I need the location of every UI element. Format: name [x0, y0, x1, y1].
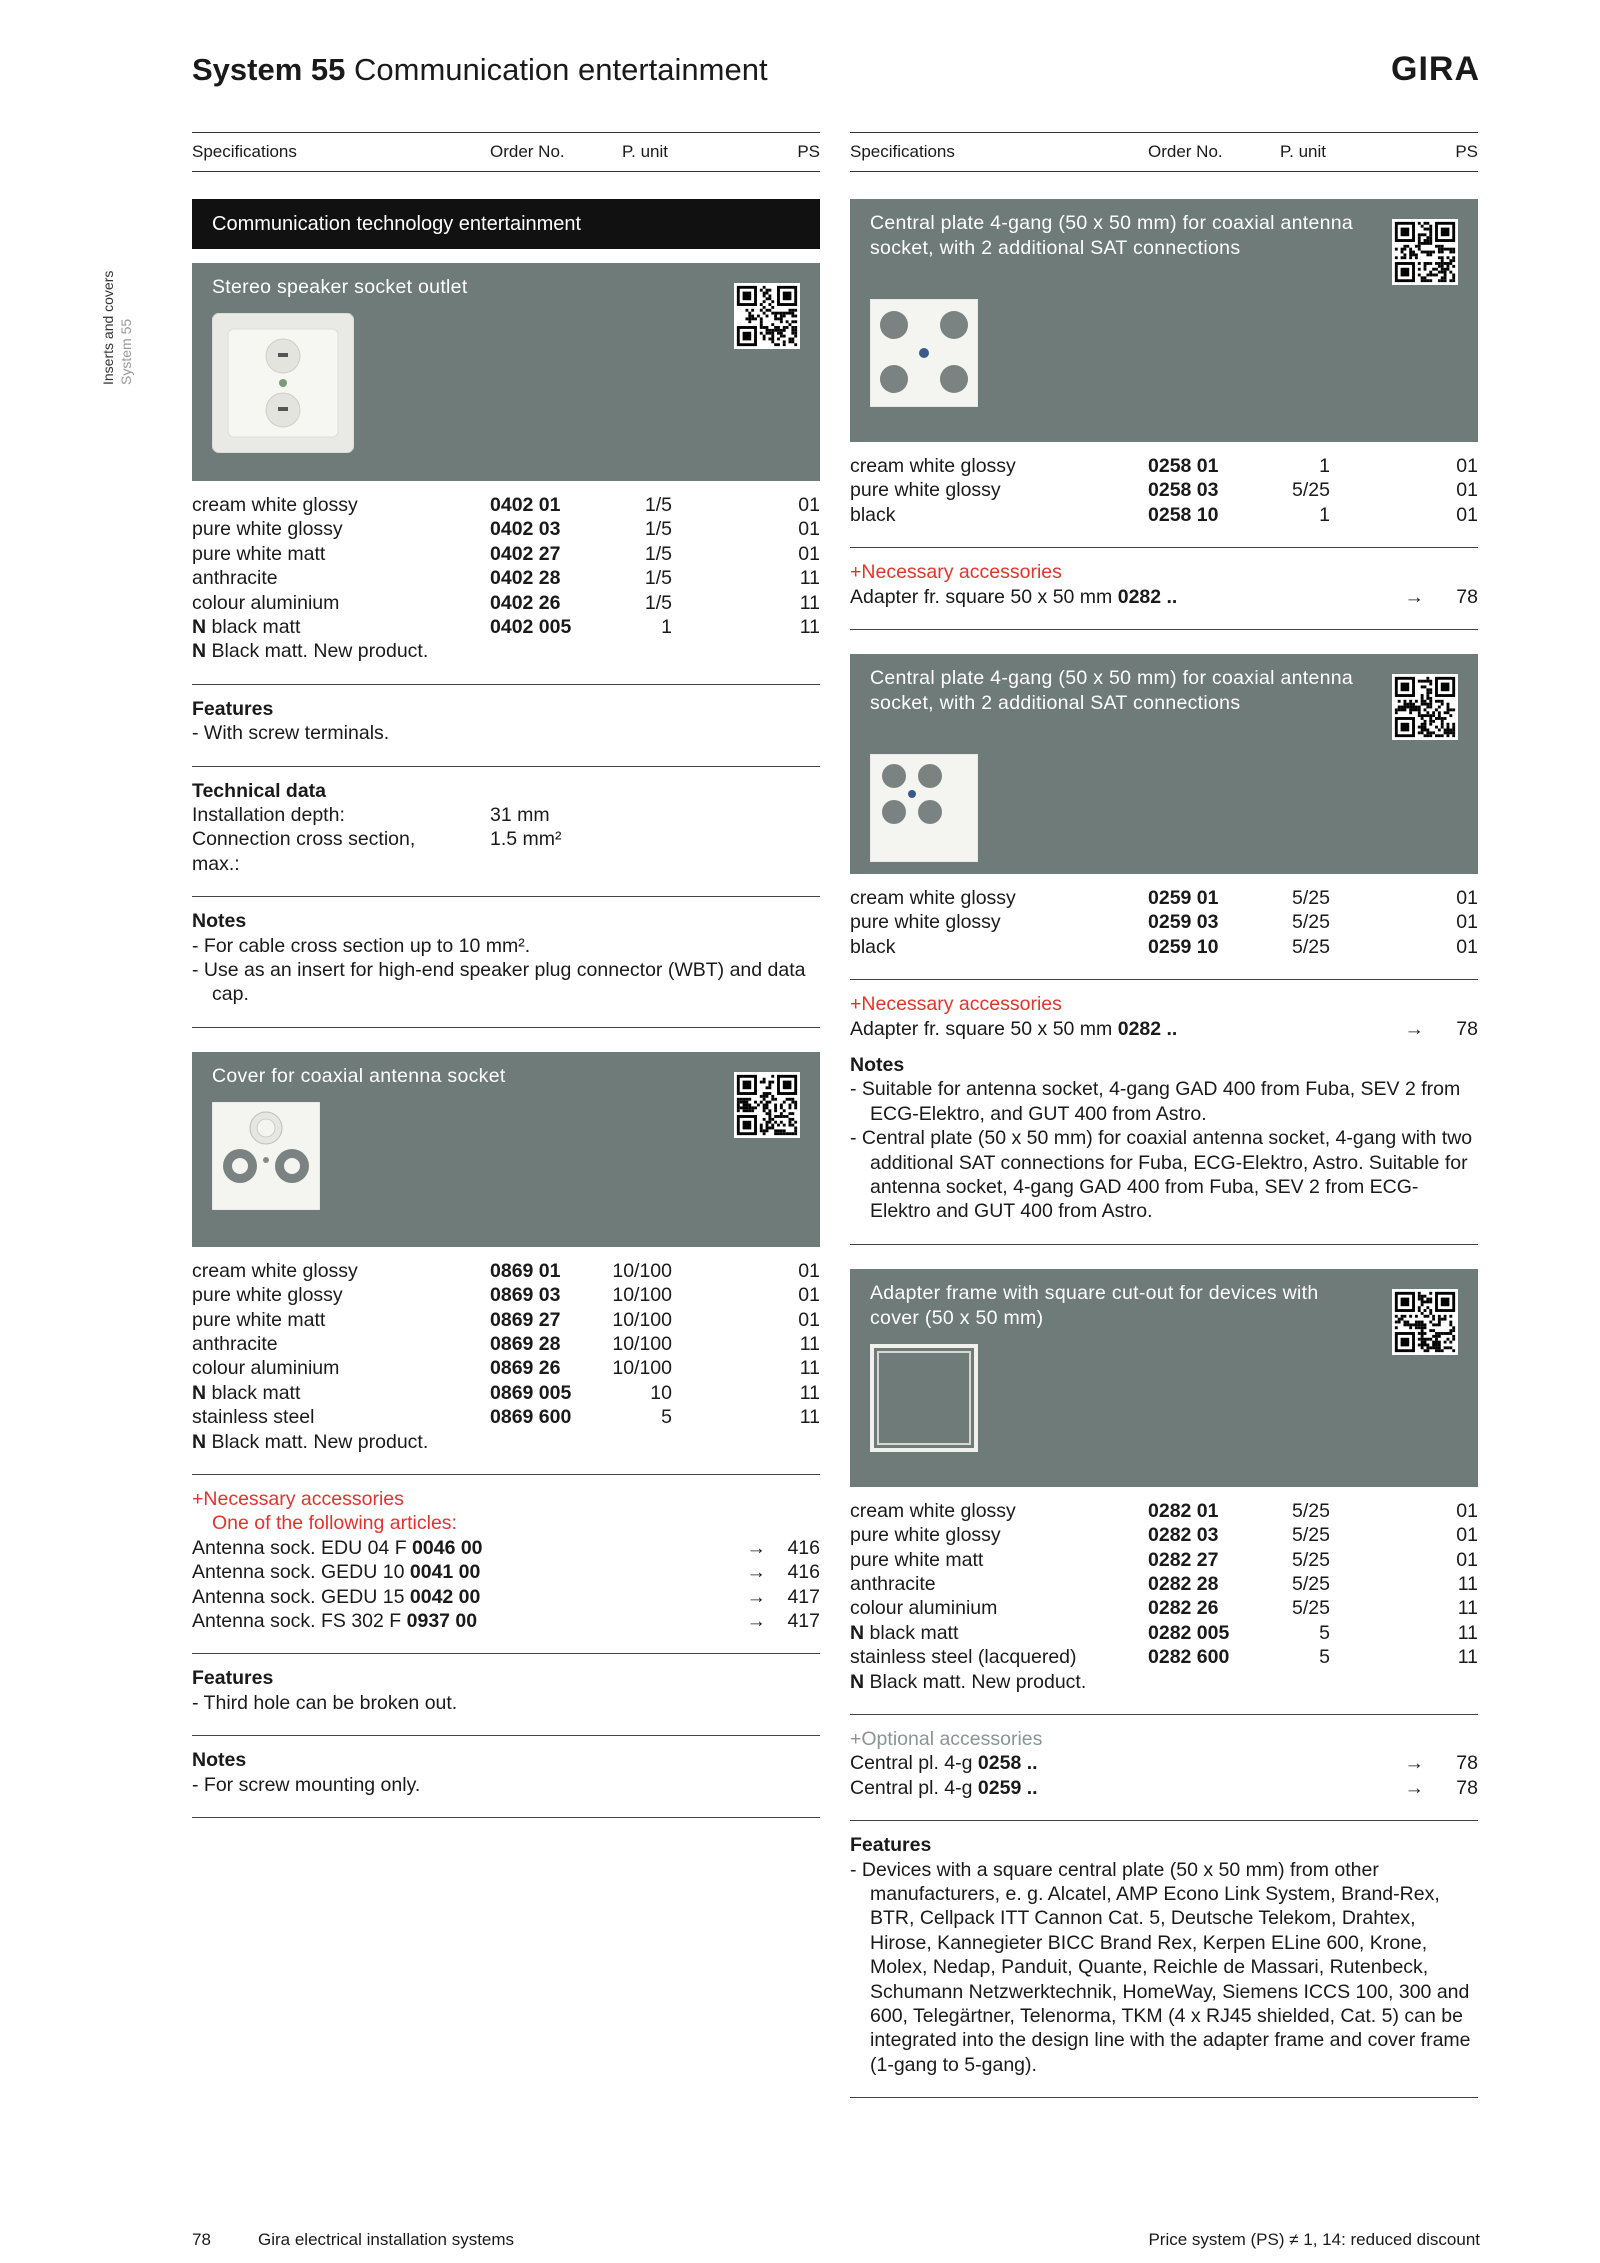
- adapter-order-table: [850, 1499, 1478, 1670]
- arrow-right-icon: →: [1404, 1776, 1424, 1799]
- speaker-notes: [192, 909, 820, 1007]
- plate2-accessories: [850, 992, 1478, 1041]
- plate1-accessories: [850, 560, 1478, 609]
- table-row: N black matt 0869 005 10 11: [192, 1381, 820, 1404]
- page-title: [192, 52, 768, 88]
- table-row: pure white matt 0869 27 10/100 01: [192, 1308, 820, 1331]
- plus-icon: +: [850, 993, 862, 1016]
- accessory-item: Central pl. 4-g 0259 .. → 78: [850, 1776, 1478, 1799]
- accessories-heading: +Necessary accessories: [850, 561, 1062, 584]
- accessory-item: Adapter fr. square 50 x 50 mm 0282 .. → 78: [850, 1017, 1478, 1040]
- note-item: - For screw mounting only.: [192, 1773, 421, 1796]
- product-panel-adapter-frame: [850, 1269, 1478, 1487]
- footer-page-number: 78: [192, 2230, 211, 2249]
- panel-title: Central plate 4-gang (50 x 50 mm) for coaxial antenna socket, with 2 additional SAT connections: [870, 666, 1354, 714]
- accessory-item: Adapter fr. square 50 x 50 mm 0282 .. → 78: [850, 585, 1478, 608]
- panel-title: Stereo speaker socket outlet: [212, 276, 468, 298]
- speaker-features: [192, 697, 820, 746]
- feature-item: - Devices with a square central plate (50 x 50 mm) from other manufacturers, e. g. Alcatel, AMP Econo Link System, Brand-Rex, BTR, Cellpack ITT Cannon Cat. 5, Deutsche Telekom, Drahtex, Hirose, Kannegieter BICC Brand Rex, Kerpen ELine 600, Krone, Molex, Nedap, Panduit, Quante, Reichle de Massari, Rutenbeck, Schumann Netzwerktechnik, HomeWay, Siemens ICCS 100, 300 and 600, Telegärtner, Telenorma, TKM (4 x RJ45 shielded, Cat. 5) can be integrated into the design line with the adapter frame and cover frame (1-gang to 5-gang).: [850, 1858, 1471, 2076]
- feature-item: - With screw terminals.: [192, 722, 390, 745]
- tech-heading: Technical data: [192, 779, 327, 802]
- table-row: cream white glossy 0258 01 1 01: [850, 455, 1478, 477]
- accessories-heading: +Necessary accessories: [850, 993, 1062, 1016]
- col-order: Order No.: [490, 142, 565, 161]
- qr-code-icon: [1392, 219, 1458, 285]
- table-row: pure white glossy 0259 03 5/25 01: [850, 911, 1478, 934]
- table-row: pure white glossy 0282 03 5/25 01: [850, 1524, 1478, 1547]
- speaker-tech-data: Technical data Installation depth: 31 mm Connection cross section, 1.5 mm² max.:: [192, 779, 820, 877]
- plus-icon: +: [850, 561, 862, 584]
- footer-title: Gira electrical installation systems: [258, 2230, 515, 2249]
- brand-logo: GIRA: [1391, 50, 1480, 88]
- arrow-right-icon: →: [1404, 585, 1424, 608]
- panel-title: Central plate 4-gang (50 x 50 mm) for coaxial antenna socket, with 2 additional SAT connections: [870, 212, 1354, 259]
- table-row: cream white glossy 0869 01 10/100 01: [192, 1259, 820, 1282]
- qr-code-icon: [734, 283, 800, 349]
- panel-title: Cover for coaxial antenna socket: [212, 1064, 506, 1087]
- table-row: colour aluminium 0402 26 1/5 11: [192, 591, 820, 614]
- table-row: colour aluminium 0869 26 10/100 11: [192, 1357, 820, 1380]
- section-bar: Communication technology entertainment: [192, 199, 820, 249]
- features-heading: Features: [850, 1834, 932, 1857]
- plate2-order-table: [850, 886, 1478, 959]
- adapter-frame-image: [870, 1344, 978, 1457]
- table-row: pure white matt 0282 27 5/25 01: [850, 1548, 1478, 1571]
- accessory-item: Antenna sock. EDU 04 F 0046 00 → 416: [192, 1536, 820, 1559]
- side-label-line1: Inserts and covers: [100, 270, 116, 385]
- central-plate-image: [870, 754, 978, 867]
- features-heading: Features: [192, 697, 274, 720]
- central-plate-image: [870, 299, 978, 412]
- col-spec: Specifications: [192, 142, 297, 161]
- plate2-notes: [850, 1053, 1478, 1224]
- accessory-item: Central pl. 4-g 0258 .. → 78: [850, 1752, 1478, 1775]
- table-row: anthracite 0282 28 5/25 11: [850, 1572, 1478, 1595]
- accessory-item: Antenna sock. GEDU 10 0041 00 → 416: [192, 1561, 820, 1584]
- table-row: pure white matt 0402 27 1/5 01: [192, 542, 820, 565]
- product-panel-speaker: [192, 263, 820, 481]
- right-column: [850, 132, 1478, 2098]
- qr-code-icon: [734, 1072, 800, 1138]
- panel-title: Adapter frame with square cut-out for devices with cover (50 x 50 mm): [870, 1281, 1319, 1329]
- feature-item: - Third hole can be broken out.: [192, 1691, 458, 1714]
- coax-cover-image: [212, 1102, 320, 1215]
- page-title-text: Communication entertainment: [354, 52, 768, 87]
- accessories-subheading: One of the following articles:: [212, 1512, 457, 1535]
- column-header: [850, 132, 1478, 172]
- table-row: anthracite 0869 28 10/100 11: [192, 1332, 820, 1355]
- note-item: - For cable cross section up to 10 mm².: [192, 934, 531, 957]
- adapter-features: [850, 1833, 1478, 2077]
- left-column: [192, 132, 820, 1818]
- col-unit: P. unit: [1280, 142, 1327, 161]
- note-item: - Central plate (50 x 50 mm) for coaxial antenna socket, 4-gang with two additional SAT connections for Fuba, ECG-Elektro, Astro. Suitable for antenna socket, 4-gang GAD 400 from Fuba, SEV 2 from ECG-Elektro and GUT 400 from Astro.: [850, 1127, 1473, 1223]
- adapter-accessories: [850, 1727, 1478, 1800]
- qr-code-icon: [1392, 1289, 1458, 1355]
- speaker-new-note: N Black matt. New product.: [192, 640, 429, 663]
- notes-heading: Notes: [192, 910, 247, 933]
- plus-icon: +: [850, 1727, 862, 1750]
- note-item: - Suitable for antenna socket, 4-gang GAD 400 from Fuba, SEV 2 from ECG-Elektro, and GUT 400 from Astro.: [850, 1078, 1461, 1125]
- product-panel-coax-cover: [192, 1052, 820, 1247]
- notes-heading: Notes: [192, 1749, 247, 1772]
- notes-heading: Notes: [850, 1053, 905, 1076]
- accessories-heading: +Optional accessories: [850, 1727, 1043, 1750]
- accessory-item: Antenna sock. FS 302 F 0937 00 → 417: [192, 1609, 820, 1632]
- table-row: black 0258 10 1 01: [850, 503, 1478, 526]
- product-panel-central-plate-0258: [850, 199, 1478, 442]
- coax-features: [192, 1666, 820, 1715]
- table-row: cream white glossy 0282 01 5/25 01: [850, 1499, 1478, 1522]
- table-row: stainless steel (lacquered) 0282 600 5 11: [850, 1646, 1478, 1669]
- features-heading: Features: [192, 1667, 274, 1690]
- col-spec: Specifications: [850, 142, 955, 161]
- coax-order-table: [192, 1259, 820, 1430]
- column-header: [192, 132, 820, 172]
- footer-note: Price system (PS) ≠ 1, 14: reduced discount: [1148, 2230, 1480, 2249]
- coax-accessories: [192, 1487, 820, 1633]
- table-row: anthracite 0402 28 1/5 11: [192, 567, 820, 590]
- col-unit: P. unit: [622, 142, 669, 161]
- adapter-new-note: N Black matt. New product.: [850, 1670, 1087, 1693]
- side-label-line2: System 55: [118, 318, 134, 385]
- table-row: pure white glossy 0402 03 1/5 01: [192, 518, 820, 541]
- plate1-order-table: [850, 454, 1478, 527]
- arrow-right-icon: →: [746, 1536, 766, 1559]
- qr-code-icon: [1392, 674, 1458, 740]
- arrow-right-icon: →: [1404, 1017, 1424, 1040]
- col-order: Order No.: [1148, 142, 1223, 161]
- table-row: colour aluminium 0282 26 5/25 11: [850, 1597, 1478, 1620]
- table-row: cream white glossy 0259 01 5/25 01: [850, 886, 1478, 909]
- accessories-heading: +Necessary accessories: [192, 1487, 404, 1510]
- series-name: System 55: [192, 52, 346, 87]
- speaker-socket-image: [212, 313, 354, 458]
- arrow-right-icon: →: [1404, 1752, 1424, 1775]
- col-ps: PS: [1455, 142, 1478, 161]
- arrow-right-icon: →: [746, 1585, 766, 1608]
- table-row: pure white glossy 0258 03 5/25 01: [850, 479, 1478, 502]
- product-panel-central-plate-0259: [850, 654, 1478, 874]
- table-row: pure white glossy 0869 03 10/100 01: [192, 1284, 820, 1307]
- arrow-right-icon: →: [746, 1561, 766, 1584]
- col-ps: PS: [797, 142, 820, 161]
- coax-new-note: N Black matt. New product.: [192, 1430, 429, 1453]
- arrow-right-icon: →: [746, 1609, 766, 1632]
- table-row: stainless steel 0869 600 5 11: [192, 1406, 820, 1429]
- table-row: cream white glossy 0402 01 1/5 01: [192, 494, 820, 516]
- accessory-item: Antenna sock. GEDU 15 0042 00 → 417: [192, 1585, 820, 1608]
- table-row: N black matt 0282 005 5 11: [850, 1621, 1478, 1644]
- speaker-order-table: [192, 493, 820, 639]
- plus-icon: +: [192, 1487, 204, 1510]
- table-row: N black matt 0402 005 1 11: [192, 615, 820, 638]
- side-label: [100, 225, 134, 385]
- table-row: black 0259 10 5/25 01: [850, 935, 1478, 958]
- coax-notes: [192, 1748, 820, 1797]
- note-item: - Use as an insert for high-end speaker plug connector (WBT) and data cap.: [192, 958, 806, 1006]
